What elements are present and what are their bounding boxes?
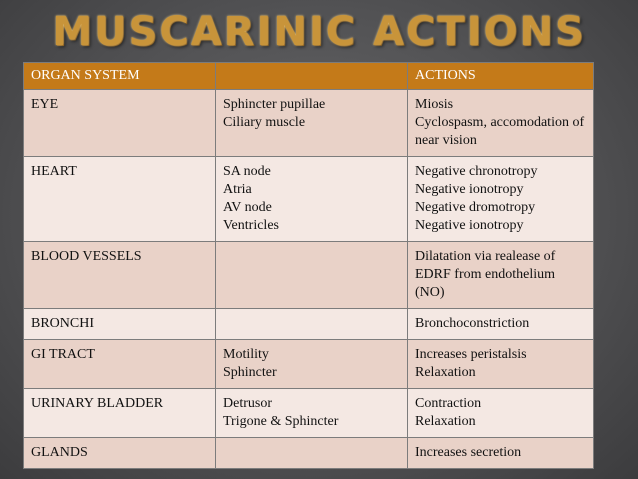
site-line: Atria	[223, 182, 252, 197]
action-line: Negative ionotropy	[415, 218, 524, 233]
table-row	[24, 90, 594, 157]
actions-cell	[408, 242, 594, 309]
action-line: Increases peristalsis	[415, 347, 527, 362]
table-row	[24, 389, 594, 438]
site-cell	[216, 242, 408, 309]
slide-title: MUSCARINIC ACTIONS	[52, 9, 586, 55]
action-line: Relaxation	[415, 414, 476, 429]
action-line: Dilatation via realease of EDRF from endothelium (NO)	[415, 249, 556, 300]
site-line: Ciliary muscle	[223, 115, 306, 130]
header-site	[216, 63, 408, 90]
site-line: SA node	[223, 164, 271, 179]
site-line: Trigone & Sphincter	[223, 414, 339, 429]
site-line: AV node	[223, 200, 272, 215]
site-cell	[216, 389, 408, 438]
site-line: Detrusor	[223, 396, 272, 411]
action-line: Contraction	[415, 396, 482, 411]
organ-system-cell: GLANDS	[24, 438, 216, 469]
organ-system-cell: EYE	[24, 90, 216, 157]
action-line: Bronchoconstriction	[415, 316, 530, 331]
muscarinic-actions-table	[23, 62, 594, 469]
action-line: Negative chronotropy	[415, 164, 538, 179]
site-cell	[216, 90, 408, 157]
site-line: Motility	[223, 347, 269, 362]
actions-cell	[408, 438, 594, 469]
actions-cell	[408, 157, 594, 242]
site-line: Sphincter pupillae	[223, 97, 326, 112]
table-row	[24, 157, 594, 242]
organ-system-cell: URINARY BLADDER	[24, 389, 216, 438]
table-header-row	[24, 63, 594, 90]
site-cell	[216, 309, 408, 340]
action-line: Cyclospasm, accomodation of near vision	[415, 115, 585, 148]
action-line: Increases secretion	[415, 445, 522, 460]
actions-cell	[408, 340, 594, 389]
organ-system-cell: HEART	[24, 157, 216, 242]
action-line: Relaxation	[415, 365, 476, 380]
site-line: Ventricles	[223, 218, 279, 233]
site-cell	[216, 438, 408, 469]
actions-cell	[408, 309, 594, 340]
action-line: Negative dromotropy	[415, 200, 536, 215]
actions-cell	[408, 389, 594, 438]
organ-system-cell: BLOOD VESSELS	[24, 242, 216, 309]
actions-cell	[408, 90, 594, 157]
organ-system-cell: GI TRACT	[24, 340, 216, 389]
table-row	[24, 242, 594, 309]
header-actions: ACTIONS	[408, 63, 594, 90]
action-line: Negative ionotropy	[415, 182, 524, 197]
site-cell	[216, 157, 408, 242]
table-row	[24, 309, 594, 340]
header-organ-system: ORGAN SYSTEM	[24, 63, 216, 90]
table-row	[24, 340, 594, 389]
site-cell	[216, 340, 408, 389]
action-line: Miosis	[415, 97, 454, 112]
site-line: Sphincter	[223, 365, 277, 380]
table-row	[24, 438, 594, 469]
organ-system-cell: BRONCHI	[24, 309, 216, 340]
